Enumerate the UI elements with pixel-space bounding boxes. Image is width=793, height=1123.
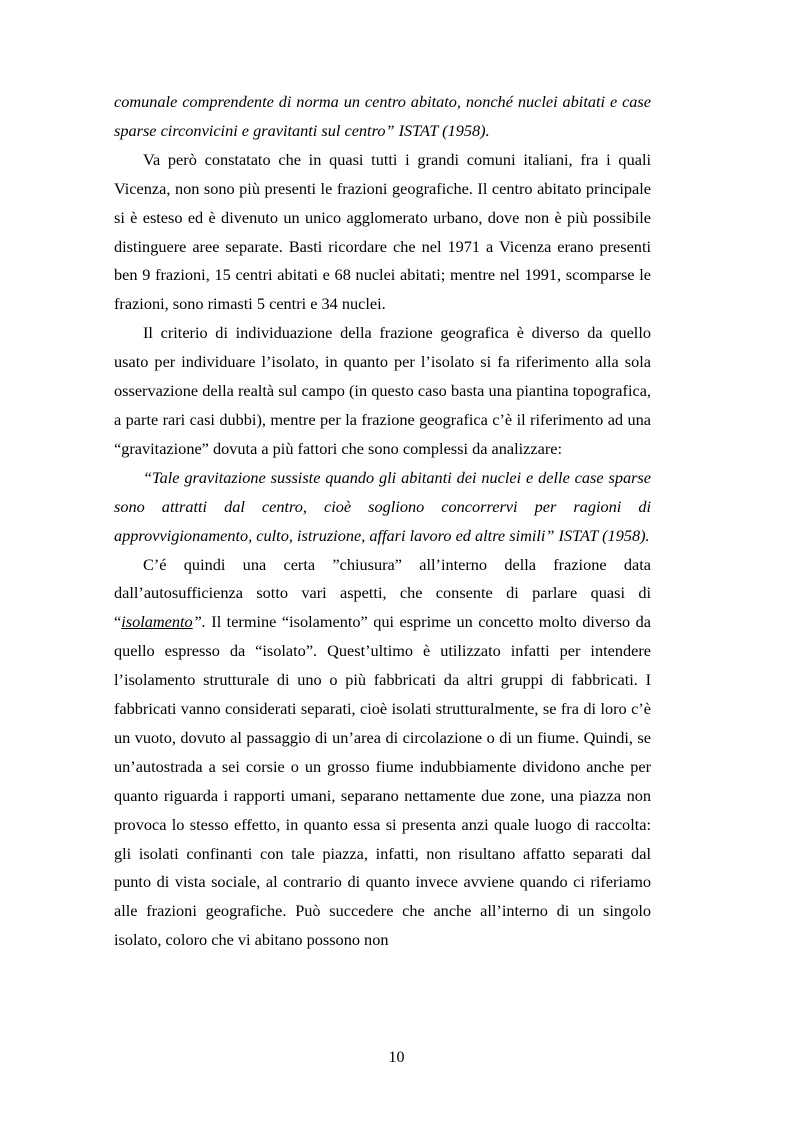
text-run-emphasis: isolamento: [121, 612, 193, 632]
text-run: “Tale gravitazione sussiste quando gli abitanti dei nuclei e delle case sparse sono attratti dal centro, cioè sogliono concorrervi per ragioni di approvvigionamento, culto, istruzione, affari lavoro ed altre simili” ISTAT (1958).: [114, 467, 651, 545]
page-body: [114, 88, 651, 955]
text-run: C’é quindi una certa ”chiusura” all’interno della frazione data dall’autosufficienza sotto vari aspetti, che consente di parlare quasi di “: [114, 554, 651, 632]
paragraph-isolamento: [114, 551, 651, 956]
paragraph-criterio: [114, 319, 651, 464]
text-run: Il criterio di individuazione della frazione geografica è diverso da quello usato per individuare l’isolato, in quanto per l’isolato si fa riferimento alla sola osservazione della realtà sul campo (in questo caso basta una piantina topografica, a parte rari casi dubbi), mentre per la frazione geografica c’è il riferimento ad una “gravitazione” dovuta a più fattori che sono complessi da analizzare:: [114, 323, 651, 458]
text-run: ”.: [192, 612, 206, 632]
paragraph-istat-quote: [114, 464, 651, 551]
text-run: Va però constatato che in quasi tutti i grandi comuni italiani, fra i quali Vicenza, non sono più presenti le frazioni geografiche. Il centro abitato principale si è esteso ed è divenuto un unico agglomerato urbano, dove non è più possibile distinguere aree separate. Basti ricordare che nel 1971 a Vicenza erano presenti ben 9 frazioni, 15 centri abitati e 68 nuclei abitati; mentre nel 1991, scomparse le frazioni, sono rimasti 5 centri e 34 nuclei.: [114, 149, 651, 314]
paragraph-quote-continuation: [114, 88, 651, 146]
text-run: Il termine “isolamento” qui esprime un concetto molto diverso da quello espresso da “isolato”. Quest’ultimo è utilizzato infatti per intendere l’isolamento strutturale di uno o più fabbricati da altri gruppi di fabbricati. I fabbricati vanno considerati separati, cioè isolati strutturalmente, se fra di loro c’è un vuoto, dovuto al passaggio di un’area di circolazione o di un fiume. Quindi, se un’autostrada a sei corsie o un grosso fiume indubbiamente dividono anche per quanto riguarda i rapporti umani, separano nettamente due zone, una piazza non provoca lo stesso effetto, in quanto essa si presenta anzi quale luogo di raccolta: gli isolati confinanti con tale piazza, infatti, non risultano affatto separati dal punto di vista sociale, al contrario di quanto invece avviene quando ci riferiamo alle frazioni geografiche. Può succedere che anche all’interno di un singolo isolato, coloro che vi abitano possono non: [114, 612, 651, 950]
paragraph-frazioni: [114, 146, 651, 319]
text-run: comunale comprendente di norma un centro abitato, nonché nuclei abitati e case sparse circonvicini e gravitanti sul centro” ISTAT (1958).: [114, 92, 651, 140]
page-number: 10: [388, 1049, 405, 1066]
